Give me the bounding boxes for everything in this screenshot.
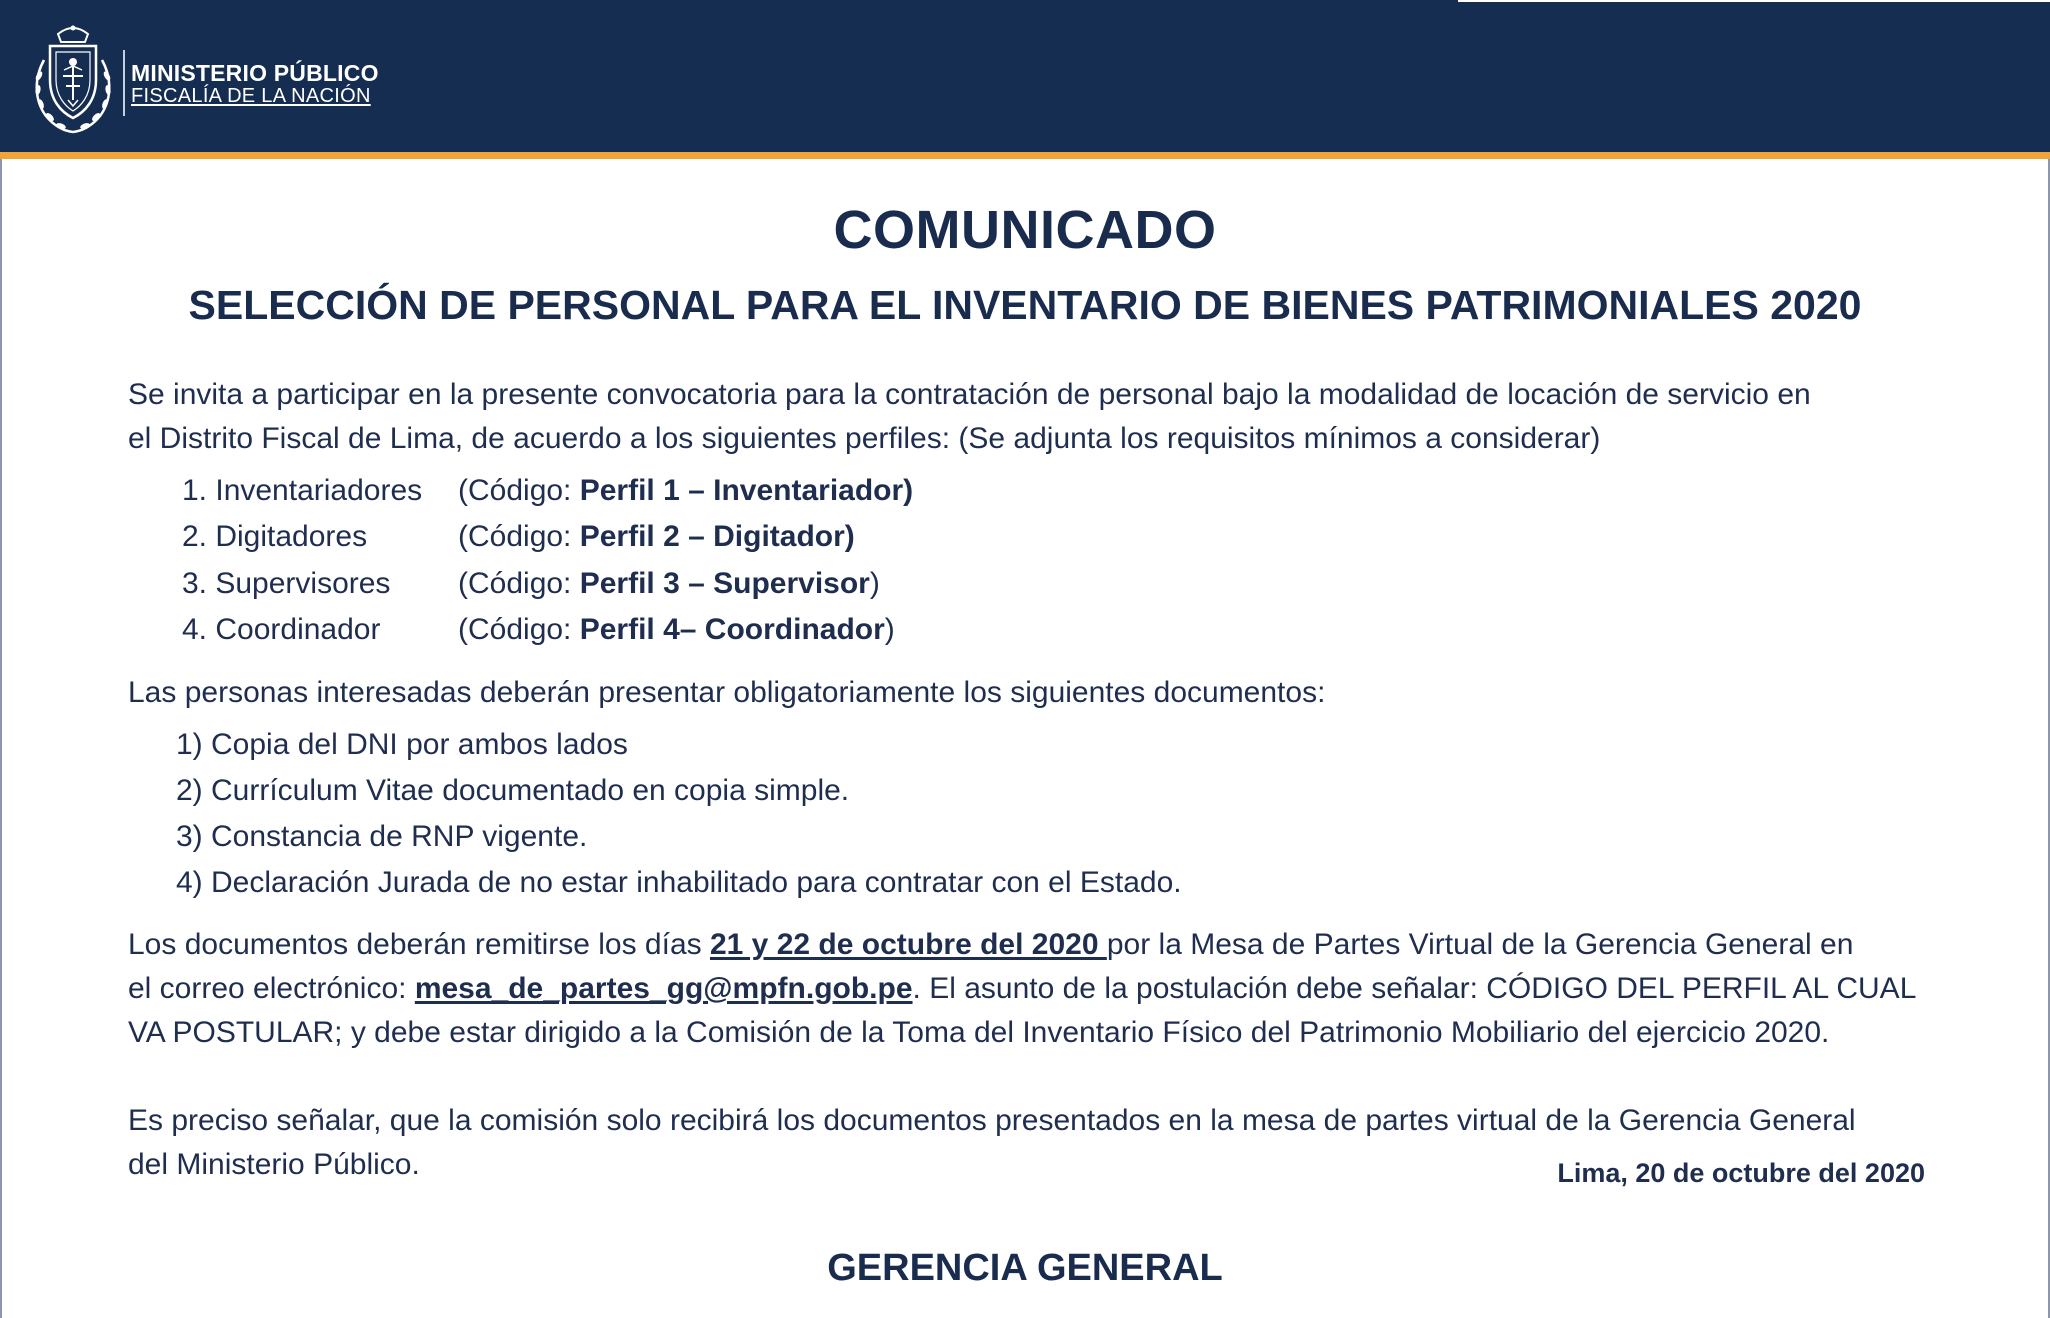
document-date: Lima, 20 de octubre del 2020: [1557, 1158, 1925, 1188]
perfil-name: 1. Inventariadores: [182, 474, 423, 507]
logo-subtitle: FISCALÍA DE LA NACIÓN: [131, 85, 371, 107]
list-item-document: 4) Declaración Jurada de no estar inhabilitado para contratar con el Estado.: [176, 866, 1182, 899]
intro-line-2: el Distrito Fiscal de Lima, de acuerdo a los siguientes perfiles: (Se adjunta los requisitos mínimos a considerar): [128, 422, 1601, 455]
signature: GERENCIA GENERAL: [827, 1247, 1223, 1289]
submission-paragraph: [128, 923, 1928, 1055]
list-item-document: 1) Copia del DNI por ambos lados: [176, 728, 628, 761]
perfil-code: (Código: Perfil 2 – Digitador): [458, 520, 855, 553]
submission-line-3: VA POSTULAR; y debe estar dirigido a la Comisión de la Toma del Inventario Físico del Patrimonio Mobiliario del ejercicio 2020.: [128, 1016, 1830, 1049]
list-item-document: 3) Constancia de RNP vigente.: [176, 820, 588, 853]
accent-bar: [0, 152, 2050, 159]
intro-line-1: Se invita a participar en la presente convocatoria para la contratación de personal bajo la modalidad de locación de servicio en: [128, 378, 1811, 411]
note-line-2: del Ministerio Público.: [128, 1148, 420, 1181]
perfil-name: 3. Supervisores: [182, 567, 391, 600]
perfil-name: 4. Coordinador: [182, 613, 381, 646]
logo-divider: [123, 50, 125, 116]
list-item-document: 2) Currículum Vitae documentado en copia simple.: [176, 774, 850, 807]
intro-paragraph: [128, 373, 1928, 461]
page-title: COMUNICADO: [833, 200, 1217, 260]
documents-intro: Las personas interesadas deberán presentar obligatoriamente los siguientes documentos:: [128, 676, 1326, 709]
email-link[interactable]: mesa_de_partes_gg@mpfn.gob.pe: [414, 972, 913, 1005]
submission-line-2: el correo electrónico: mesa_de_partes_gg@mpfn.gob.pe. El asunto de la postulación debe señalar: CÓDIGO DEL PERFIL AL CUAL: [128, 972, 1917, 1005]
perfil-code: (Código: Perfil 4– Coordinador): [458, 613, 895, 646]
coat-of-arms-seal-icon: [30, 20, 116, 138]
perfil-code: (Código: Perfil 1 – Inventariador): [458, 474, 914, 507]
page-subtitle: SELECCIÓN DE PERSONAL PARA EL INVENTARIO DE BIENES PATRIMONIALES 2020: [188, 282, 1862, 328]
submission-line-1: Los documentos deberán remitirse los días 21 y 22 de octubre del 2020 por la Mesa de Partes Virtual de la Gerencia General en: [128, 928, 1854, 961]
perfil-code: (Código: Perfil 3 – Supervisor): [458, 567, 880, 600]
logo-title: MINISTERIO PÚBLICO: [131, 60, 379, 86]
submission-dates: 21 y 22 de octubre del 2020: [709, 928, 1107, 961]
note-line-1: Es preciso señalar, que la comisión solo recibirá los documentos presentados en la mesa de partes virtual de la Gerencia General: [128, 1104, 1856, 1137]
perfil-name: 2. Digitadores: [182, 520, 368, 553]
header-top-strip: [1458, 0, 2050, 2]
